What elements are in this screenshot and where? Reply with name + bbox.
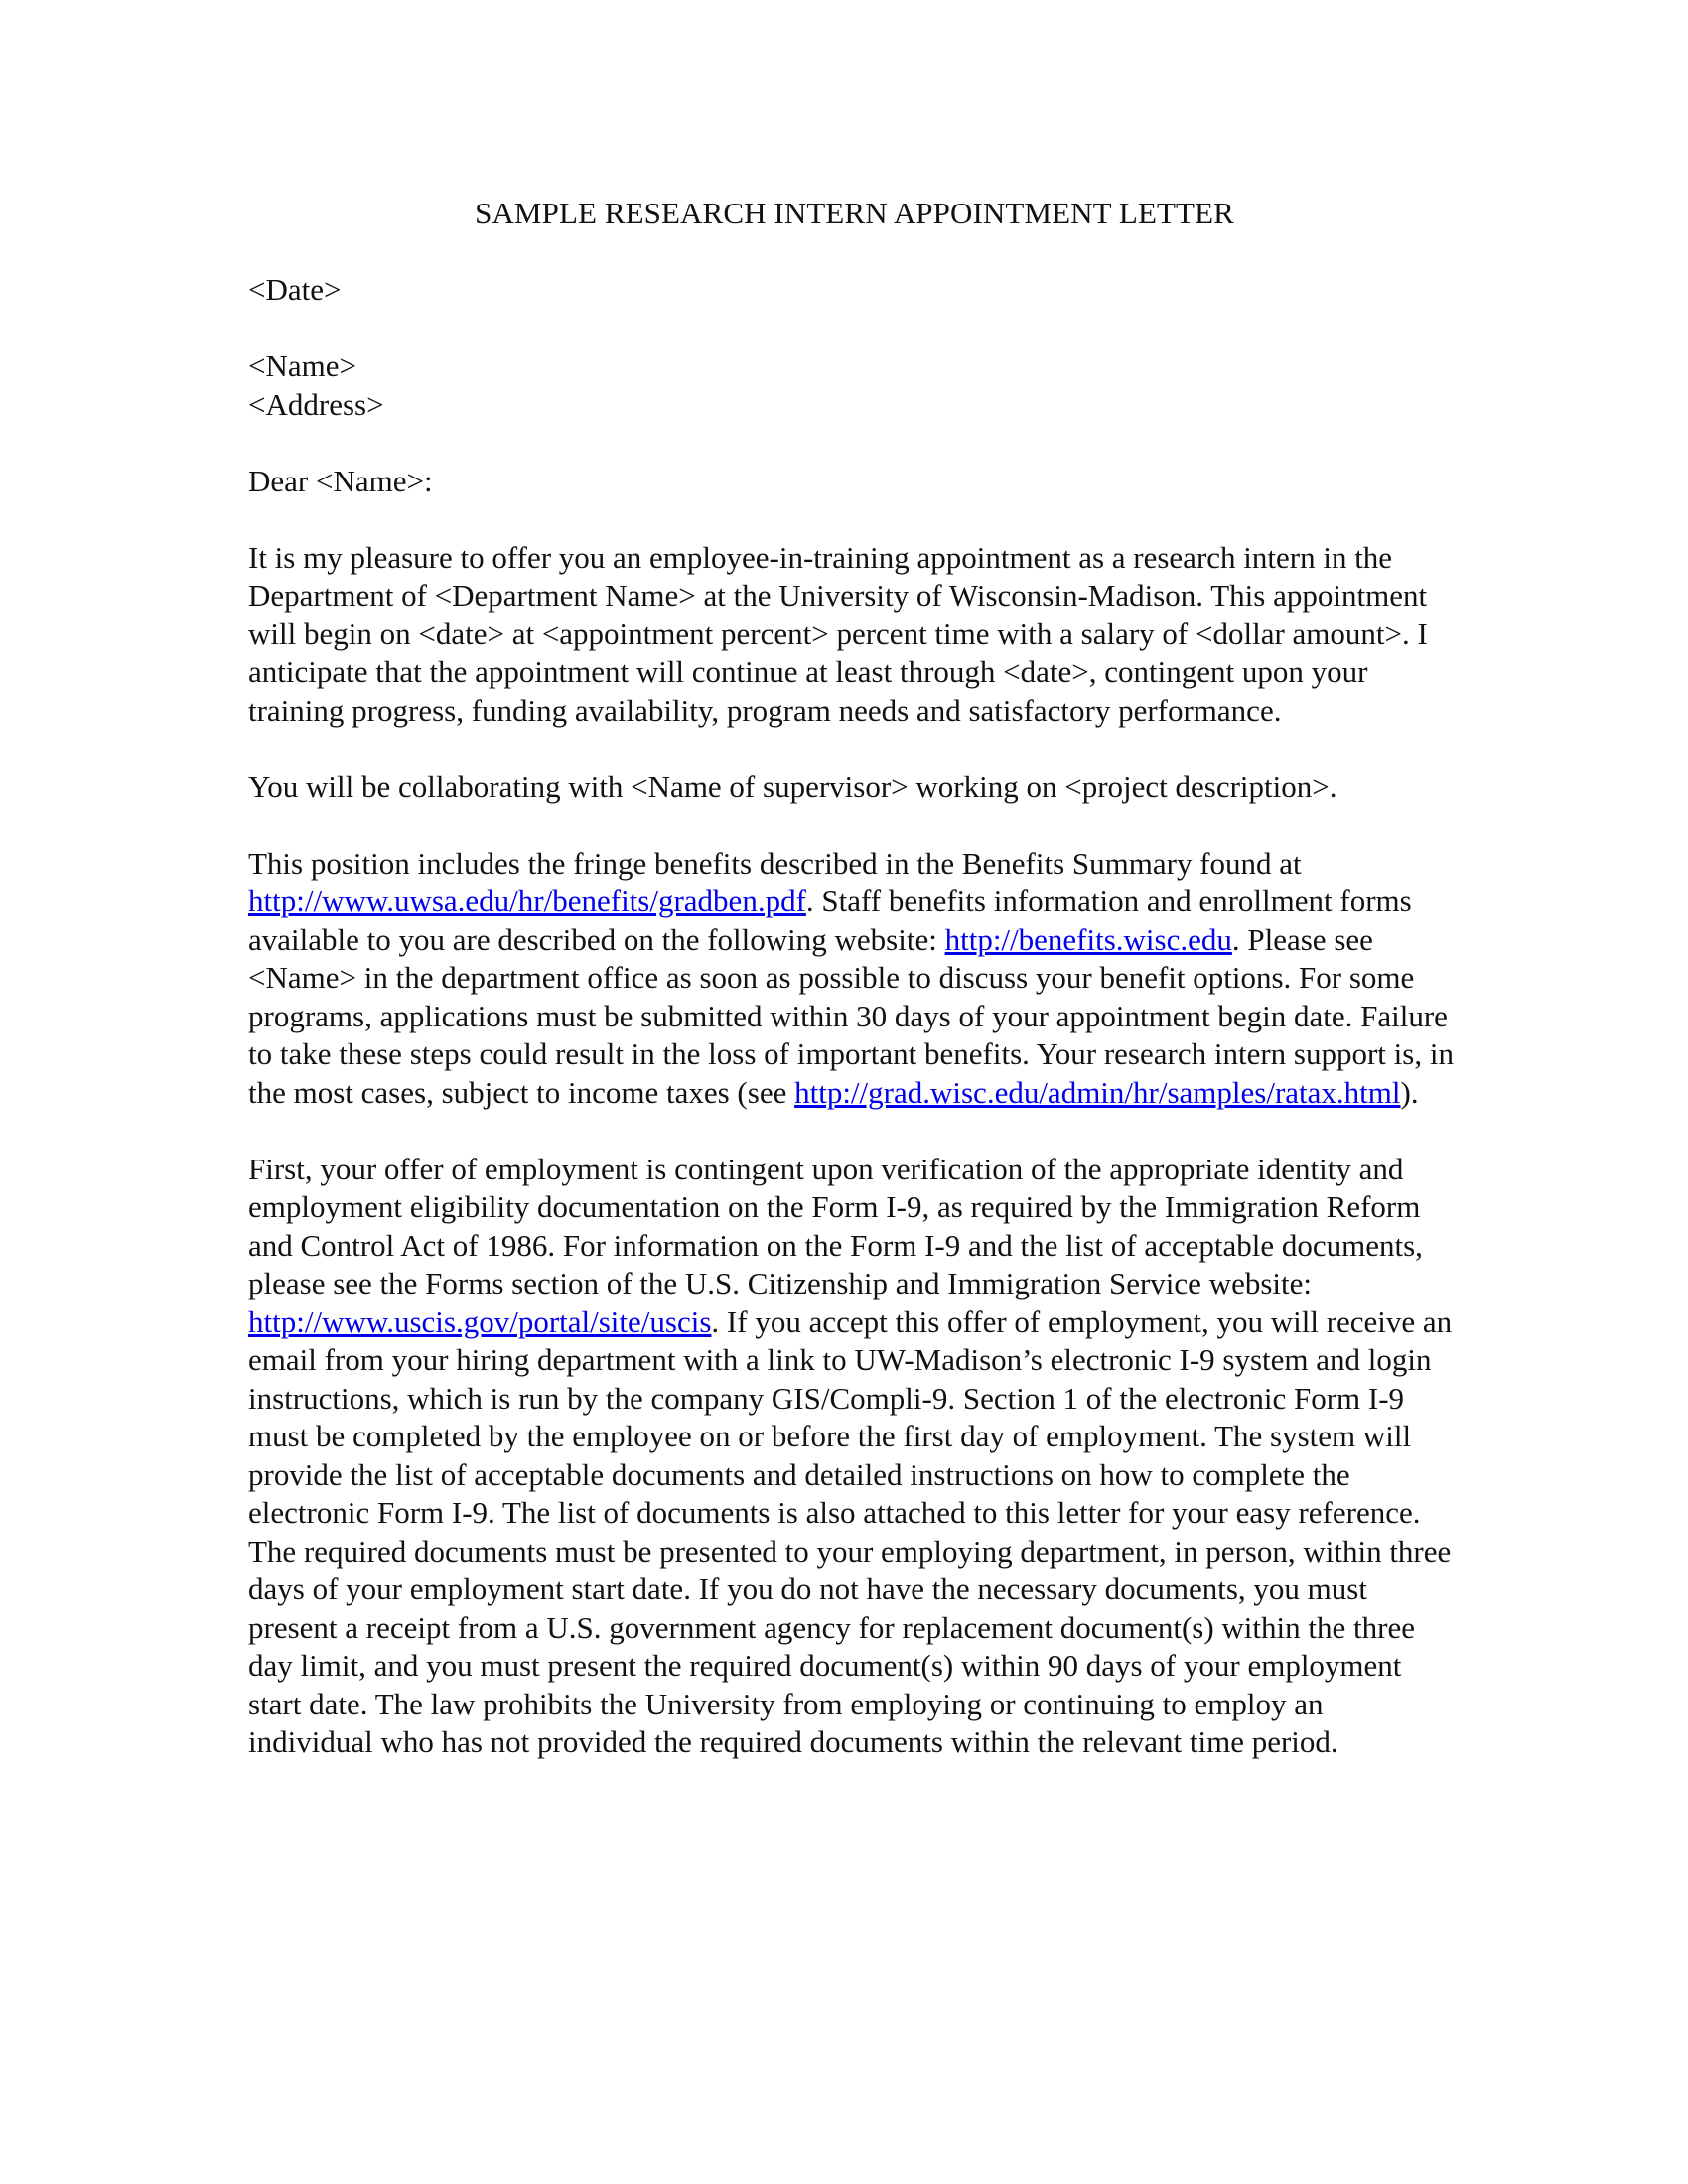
gradben-link[interactable]: http://www.uwsa.edu/hr/benefits/gradben.pdf [248, 884, 806, 918]
benefits-text-1: This position includes the fringe benefits described in the Benefits Summary found at [248, 845, 1302, 881]
letter-title: SAMPLE RESEARCH INTERN APPOINTMENT LETTER [475, 196, 1234, 230]
benefits-text-3: . Please see <Name> in the department office as soon as possible to discuss your benefit options. For some programs, applications must be submitted within 30 days of your appointment begin date. Failure to take these steps could result in the loss of important benefits. Your research intern support is, in the most cases, subject to income taxes (see [248, 921, 1454, 1110]
benefits-text-2: . Staff benefits information and enrollment forms available to you are described on the following website: [248, 884, 1412, 957]
paragraph-benefits [248, 845, 1455, 1113]
recipient-block [248, 347, 1455, 424]
salutation: Dear <Name>: [248, 463, 433, 498]
recipient-name: <Name> [248, 348, 356, 383]
letter-page [248, 195, 1455, 1800]
i9-text-1: First, your offer of employment is contingent upon verification of the appropriate identity and employment eligibility documentation on the Form I-9, as required by the Immigration Reform and Control Act of 1986. For information on the Form I-9 and the list of acceptable documents, please see the Forms section of the U.S. Citizenship and Immigration Service website: [248, 1151, 1423, 1300]
uscis-link[interactable]: http://www.uscis.gov/portal/site/uscis [248, 1303, 712, 1339]
ratax-link[interactable]: http://grad.wisc.edu/admin/hr/samples/ratax.html [794, 1074, 1401, 1110]
benefits-wisc-link[interactable]: http://benefits.wisc.edu [944, 921, 1232, 957]
benefits-text-4: ). [1400, 1074, 1419, 1110]
paragraph-supervisor: You will be collaborating with <Name of supervisor> working on <project description>. [248, 768, 1337, 804]
i9-text-2: . If you accept this offer of employment, you will receive an email from your hiring department with a link to UW-Madison’s electronic I-9 system and login instructions, which is run by the company GIS/Compli-9. Section 1 of the electronic Form I-9 must be completed by the employee on or before the first day of employment. The system will provide the list of acceptable documents and detailed instructions on how to complete the electronic Form I-9. The list of documents is also attached to this letter for your easy reference. The required documents must be presented to your employing department, in person, within three days of your employment start date. If you do not have the necessary documents, you must present a receipt from a U.S. government agency for replacement document(s) within the three day limit, and you must present the required document(s) within 90 days of your employment start date. The law prohibits the University from employing or continuing to employ an individual who has not provided the required documents within the relevant time period. [248, 1303, 1453, 1759]
paragraph-i9 [248, 1151, 1455, 1762]
paragraph-appointment: It is my pleasure to offer you an employee-in-training appointment as a research intern in the Department of <Department Name> at the University of Wisconsin-Madison. This appointment will begin on <date> at <appointment percent> percent time with a salary of <dollar amount>. I anticipate that the appointment will continue at least through <date>, contingent upon your training progress, funding availability, program needs and satisfactory performance. [248, 539, 1428, 728]
date-line: <Date> [248, 272, 342, 307]
recipient-address: <Address> [248, 386, 384, 422]
